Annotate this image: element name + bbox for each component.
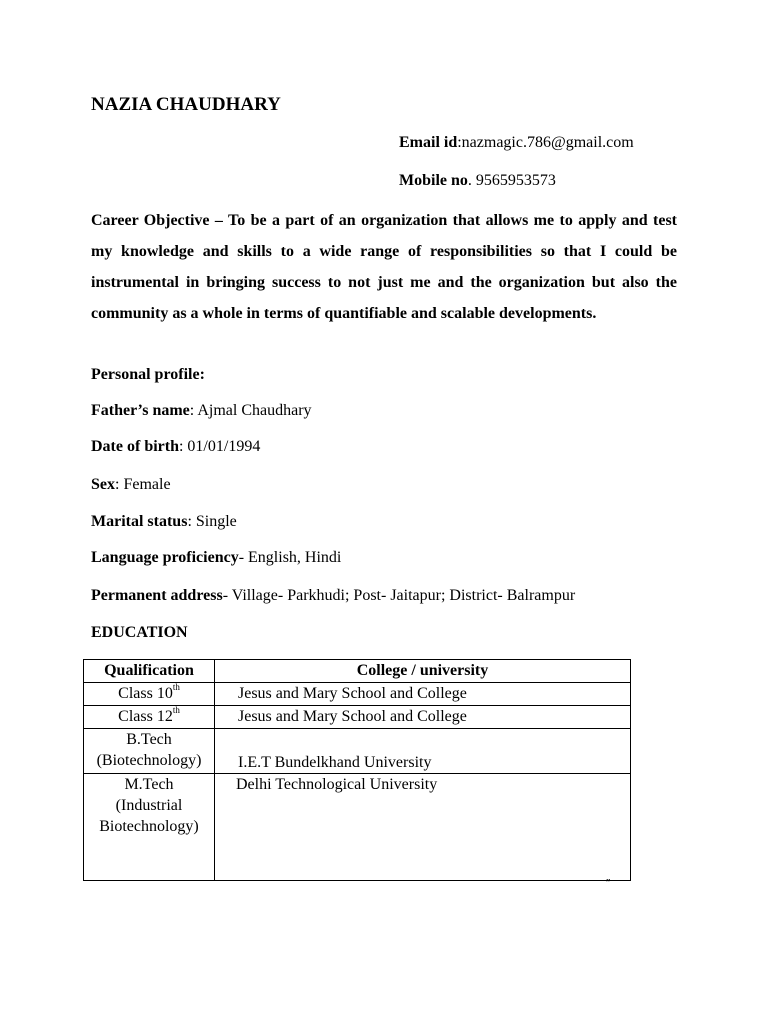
profile-field-marital-status bbox=[91, 513, 237, 531]
field-label: Sex bbox=[91, 476, 115, 493]
table-row bbox=[84, 729, 631, 774]
college-cell: I.E.T Bundelkhand University bbox=[215, 729, 631, 774]
education-heading: EDUCATION bbox=[91, 624, 188, 641]
field-label: Permanent address bbox=[91, 587, 223, 604]
personal-profile-heading: Personal profile: bbox=[91, 366, 205, 383]
field-label: Marital status bbox=[91, 513, 188, 530]
education-table bbox=[83, 659, 631, 881]
field-label: Language proficiency bbox=[91, 549, 239, 566]
field-value: - English, Hindi bbox=[238, 549, 342, 566]
qualification-cell: Class 10th bbox=[84, 683, 215, 706]
profile-field-language bbox=[91, 549, 341, 567]
email-line bbox=[399, 134, 634, 152]
mobile-line bbox=[399, 172, 556, 190]
column-header-college: College / university bbox=[215, 660, 631, 683]
qualification-cell: Class 12th bbox=[84, 706, 215, 729]
career-objective: Career Objective – To be a part of an organization that allows me to apply and test my knowledge and skills to a wide range of responsibilities so that I could be instrumental in bringing success to not just me and the organization but also the community as a whole in terms of quantifiable and scalable developments. bbox=[91, 212, 677, 322]
mobile-label: Mobile no bbox=[399, 172, 468, 189]
profile-field-sex bbox=[91, 476, 171, 494]
profile-field-permanent-address bbox=[91, 587, 575, 605]
college-cell: Jesus and Mary School and College bbox=[215, 706, 631, 729]
field-value: : Single bbox=[187, 513, 237, 530]
email-value: :nazmagic.786@gmail.com bbox=[457, 134, 634, 151]
table-row bbox=[84, 683, 631, 706]
column-header-qualification: Qualification bbox=[84, 660, 215, 683]
field-label: Date of birth bbox=[91, 438, 179, 455]
table-header-row bbox=[84, 660, 631, 683]
college-cell: Jesus and Mary School and College bbox=[215, 683, 631, 706]
qualification-cell: M.Tech (Industrial Biotechnology) bbox=[84, 774, 215, 881]
table-row bbox=[84, 774, 631, 881]
field-value: : 01/01/1994 bbox=[178, 438, 261, 455]
trailing-mark: „ bbox=[606, 872, 611, 883]
college-cell: Delhi Technological University bbox=[215, 774, 631, 881]
table-row bbox=[84, 706, 631, 729]
field-label: Father’s name bbox=[91, 402, 190, 419]
field-value: - Village- Parkhudi; Post- Jaitapur; District- Balrampur bbox=[222, 587, 576, 604]
mobile-value: . 9565953573 bbox=[467, 172, 556, 189]
email-label: Email id bbox=[399, 134, 458, 151]
candidate-name: NAZIA CHAUDHARY bbox=[91, 94, 281, 115]
field-value: : Ajmal Chaudhary bbox=[189, 402, 312, 419]
profile-field-date-of-birth bbox=[91, 438, 260, 456]
profile-field-fathers-name bbox=[91, 402, 312, 420]
qualification-cell: B.Tech (Biotechnology) bbox=[84, 729, 215, 774]
field-value: : Female bbox=[115, 476, 171, 493]
